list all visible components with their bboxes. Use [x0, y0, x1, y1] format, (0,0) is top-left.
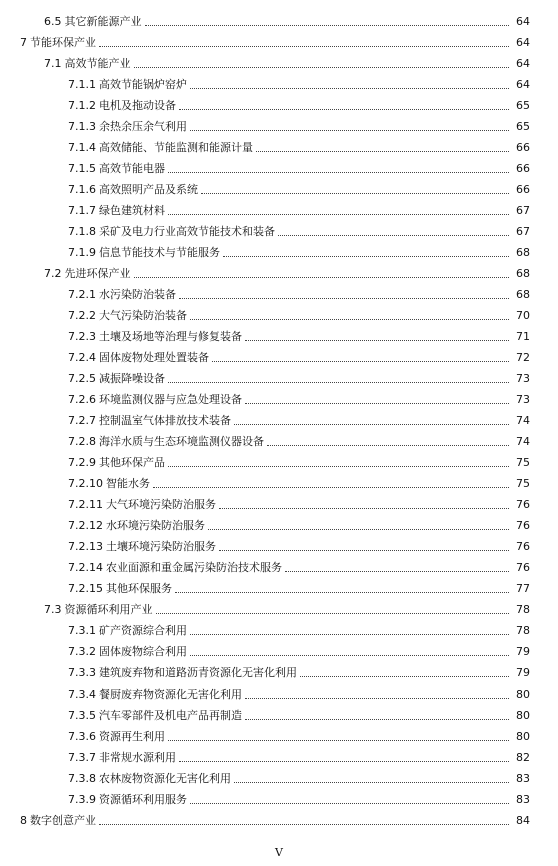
toc-entry-title: 大气环境污染防治服务: [106, 498, 216, 512]
toc-entry-page: 80: [516, 729, 530, 743]
toc-entry[interactable]: [0, 200, 558, 221]
toc-entry-number: 7.1: [44, 57, 62, 71]
toc-entry-number: 7: [20, 36, 27, 50]
toc-entry[interactable]: [0, 599, 558, 620]
toc-entry[interactable]: [0, 137, 558, 158]
toc-entry-page: 67: [516, 225, 530, 239]
toc-entry-title: 资源再生利用: [99, 729, 165, 743]
toc-entry[interactable]: [0, 242, 558, 263]
toc-entry-number: 7.3.5: [68, 708, 96, 722]
toc-entry-number: 7.1.4: [68, 141, 96, 155]
toc-entry-number: 7.3.1: [68, 624, 96, 638]
toc-entry-title: 高效照明产品及系统: [99, 183, 198, 197]
toc-entry[interactable]: [0, 768, 558, 789]
dot-leader: [190, 130, 509, 131]
toc-entry[interactable]: [0, 494, 558, 515]
toc-entry-number: 7.1.8: [68, 225, 96, 239]
toc-entry-page: 76: [516, 519, 530, 533]
toc-entry-title: 农林废物资源化无害化利用: [99, 771, 231, 785]
toc-entry[interactable]: [0, 158, 558, 179]
toc-entry-page: 72: [516, 351, 530, 365]
dot-leader: [179, 109, 509, 110]
toc-entry-page: 79: [516, 666, 530, 680]
toc-entry-title: 餐厨废弃物资源化无害化利用: [99, 687, 242, 701]
toc-entry-title: 先进环保产业: [64, 267, 131, 281]
toc-entry-number: 7.1.6: [68, 183, 96, 197]
dot-leader: [175, 592, 509, 593]
dot-leader: [168, 466, 509, 467]
toc-entry[interactable]: [0, 473, 558, 494]
toc-entry[interactable]: [0, 810, 558, 831]
toc-entry-title: 智能水务: [106, 477, 150, 491]
toc-entry-title: 信息节能技术与节能服务: [99, 246, 220, 260]
toc-entry[interactable]: [0, 747, 558, 768]
dot-leader: [300, 676, 509, 677]
toc-entry[interactable]: [0, 32, 558, 53]
dot-leader: [190, 803, 509, 804]
toc-entry-title: 资源循环利用产业: [64, 603, 153, 617]
dot-leader: [223, 256, 509, 257]
toc-entry-page: 64: [516, 78, 530, 92]
toc-entry-title: 其它新能源产业: [64, 15, 142, 28]
toc-entry-number: 7.2.9: [68, 456, 96, 470]
toc-entry-title: 环境监测仪器与应急处理设备: [99, 393, 242, 407]
dot-leader: [99, 46, 509, 47]
toc-entry-number: 7.2.5: [68, 372, 96, 386]
toc-entry-number: 7.2.12: [68, 519, 103, 533]
toc-entry-title: 减振降噪设备: [99, 372, 165, 386]
toc-entry-number: 7.1.3: [68, 120, 96, 134]
page-number: V: [275, 846, 283, 859]
toc-entry-page: 68: [516, 267, 530, 281]
toc-entry-page: 78: [516, 603, 530, 617]
toc-entry-page: 84: [516, 813, 530, 827]
toc-entry-number: 7.2.13: [68, 540, 103, 554]
dot-leader: [179, 761, 509, 762]
toc-entry[interactable]: [0, 620, 558, 641]
toc-entry-number: 7.2.11: [68, 498, 103, 512]
toc-entry-title: 数字创意产业: [30, 813, 96, 827]
toc-entry-title: 高效节能产业: [64, 57, 131, 71]
toc-entry[interactable]: [0, 116, 558, 137]
dot-leader: [153, 487, 509, 488]
dot-leader: [168, 172, 509, 173]
toc-entry-title: 非常规水源利用: [99, 750, 176, 764]
toc-entry[interactable]: [0, 74, 558, 95]
toc-entry[interactable]: [0, 641, 558, 662]
toc-entry-title: 高效节能锅炉窑炉: [99, 78, 187, 92]
toc-entry-title: 控制温室气体排放技术装备: [99, 414, 231, 428]
toc-entry[interactable]: [0, 578, 558, 599]
toc-entry-page: 73: [516, 393, 530, 407]
dot-leader: [190, 634, 509, 635]
toc-entry[interactable]: [0, 452, 558, 473]
toc-entry[interactable]: [0, 536, 558, 557]
toc-entry-title: 水污染防治装备: [99, 288, 176, 302]
dot-leader: [190, 319, 509, 320]
toc-entry[interactable]: [0, 410, 558, 431]
toc-entry-title: 矿产资源综合利用: [99, 624, 187, 638]
dot-leader: [278, 235, 509, 236]
toc-entry-page: 65: [516, 120, 530, 134]
toc-entry-number: 7.2.6: [68, 393, 96, 407]
toc-entry-title: 水环境污染防治服务: [106, 519, 205, 533]
dot-leader: [245, 403, 509, 404]
dot-leader: [168, 382, 509, 383]
dot-leader: [219, 550, 509, 551]
toc-entry-number: 7.1.7: [68, 204, 96, 218]
toc-entry[interactable]: [0, 389, 558, 410]
dot-leader: [267, 445, 509, 446]
toc-entry-number: 7.2.8: [68, 435, 96, 449]
toc-entry-title: 海洋水质与生态环境监测仪器设备: [99, 435, 264, 449]
toc-entry-title: 绿色建筑材料: [99, 204, 165, 218]
toc-entry-page: 64: [516, 57, 530, 71]
toc-entry-title: 固体废物处理处置装备: [99, 351, 209, 365]
dot-leader: [208, 529, 509, 530]
toc-entry-page: 70: [516, 309, 530, 323]
toc-entry-title: 大气污染防治装备: [99, 309, 187, 323]
toc-entry-number: 7.2.14: [68, 561, 103, 575]
toc-entry-number: 7.2.3: [68, 330, 96, 344]
toc-entry-page: 82: [516, 750, 530, 764]
toc-entry-page: 65: [516, 99, 530, 113]
toc-entry-number: 7.3.2: [68, 645, 96, 659]
toc-entry[interactable]: [0, 179, 558, 200]
toc-entry-page: 79: [516, 645, 530, 659]
toc-entry-page: 66: [516, 141, 530, 155]
dot-leader: [168, 740, 509, 741]
dot-leader: [168, 214, 509, 215]
dot-leader: [134, 277, 510, 278]
toc-entry-page: 74: [516, 414, 530, 428]
toc-entry-page: 73: [516, 372, 530, 386]
toc-entry-page: 76: [516, 498, 530, 512]
toc-entry-number: 7.3.6: [68, 729, 96, 743]
toc-entry-number: 7.3.3: [68, 666, 96, 680]
toc-entry-page: 68: [516, 246, 530, 260]
toc-entry-page: 64: [516, 15, 530, 28]
dot-leader: [99, 824, 509, 825]
toc-entry-page: 77: [516, 582, 530, 596]
toc-entry-title: 节能环保产业: [30, 36, 96, 50]
dot-leader: [256, 151, 509, 152]
toc-entry[interactable]: [0, 705, 558, 726]
toc-entry[interactable]: [0, 326, 558, 347]
dot-leader: [285, 571, 509, 572]
toc-entry-page: 83: [516, 792, 530, 806]
toc-entry-title: 余热余压余气利用: [99, 120, 187, 134]
toc-entry[interactable]: [0, 368, 558, 389]
dot-leader: [245, 698, 509, 699]
toc-entry[interactable]: [0, 789, 558, 810]
toc-entry-title: 其他环保服务: [106, 582, 172, 596]
toc-entry[interactable]: [0, 662, 558, 683]
toc-entry[interactable]: [0, 726, 558, 747]
toc-entry-page: 71: [516, 330, 530, 344]
toc-entry[interactable]: [0, 515, 558, 536]
toc-entry-page: 66: [516, 162, 530, 176]
toc-entry[interactable]: [0, 284, 558, 305]
dot-leader: [190, 88, 509, 89]
toc-entry[interactable]: [0, 11, 558, 32]
dot-leader: [219, 508, 509, 509]
table-of-contents: [0, 11, 558, 831]
toc-entry-number: 7.3.7: [68, 750, 96, 764]
toc-entry-number: 7.2: [44, 267, 62, 281]
toc-entry-number: 7.2.7: [68, 414, 96, 428]
toc-entry-title: 汽车零部件及机电产品再制造: [99, 708, 242, 722]
toc-entry[interactable]: [0, 557, 558, 578]
toc-entry-title: 采矿及电力行业高效节能技术和装备: [99, 225, 275, 239]
toc-entry-title: 建筑废弃物和道路沥青资源化无害化利用: [99, 666, 297, 680]
toc-entry-number: 7.1.1: [68, 78, 96, 92]
toc-entry-number: 7.2.10: [68, 477, 103, 491]
dot-leader: [156, 613, 510, 614]
toc-entry-number: 7.1.9: [68, 246, 96, 260]
dot-leader: [245, 340, 509, 341]
toc-entry-number: 7.2.15: [68, 582, 103, 596]
toc-entry-page: 80: [516, 708, 530, 722]
toc-entry[interactable]: [0, 221, 558, 242]
toc-entry-title: 土壤及场地等治理与修复装备: [99, 330, 242, 344]
toc-entry-number: 7.3.8: [68, 771, 96, 785]
toc-entry-number: 7.2.1: [68, 288, 96, 302]
toc-entry-page: 66: [516, 183, 530, 197]
toc-entry-page: 68: [516, 288, 530, 302]
toc-entry[interactable]: [0, 95, 558, 116]
toc-entry[interactable]: [0, 53, 558, 74]
dot-leader: [179, 298, 509, 299]
toc-entry-page: 64: [516, 36, 530, 50]
toc-entry-title: 其他环保产品: [99, 456, 165, 470]
toc-entry[interactable]: [0, 263, 558, 284]
toc-entry-page: 75: [516, 456, 530, 470]
toc-entry-number: 7.2.4: [68, 351, 96, 365]
toc-entry-number: 7.3.9: [68, 792, 96, 806]
toc-entry-page: 75: [516, 477, 530, 491]
dot-leader: [145, 25, 510, 26]
toc-entry-title: 土壤环境污染防治服务: [106, 540, 216, 554]
toc-entry[interactable]: [0, 431, 558, 452]
toc-entry-number: 7.2.2: [68, 309, 96, 323]
dot-leader: [245, 719, 509, 720]
toc-entry-title: 资源循环利用服务: [99, 792, 187, 806]
toc-entry-number: 8: [20, 813, 27, 827]
toc-entry-page: 67: [516, 204, 530, 218]
toc-entry-title: 高效储能、节能监测和能源计量: [99, 141, 253, 155]
toc-entry-page: 76: [516, 540, 530, 554]
toc-entry-title: 固体废物综合利用: [99, 645, 187, 659]
toc-entry-page: 74: [516, 435, 530, 449]
toc-entry[interactable]: [0, 347, 558, 368]
toc-entry-page: 78: [516, 624, 530, 638]
toc-entry-number: 6.5: [44, 15, 62, 28]
toc-entry-number: 7.1.2: [68, 99, 96, 113]
toc-entry-page: 83: [516, 771, 530, 785]
toc-entry-title: 高效节能电器: [99, 162, 165, 176]
toc-entry-number: 7.1.5: [68, 162, 96, 176]
dot-leader: [190, 655, 509, 656]
toc-entry-page: 76: [516, 561, 530, 575]
dot-leader: [212, 361, 509, 362]
toc-entry-page: 80: [516, 687, 530, 701]
dot-leader: [234, 782, 509, 783]
toc-entry-number: 7.3: [44, 603, 62, 617]
toc-entry[interactable]: [0, 305, 558, 326]
toc-entry-title: 电机及拖动设备: [99, 99, 176, 113]
toc-entry-title: 农业面源和重金属污染防治技术服务: [106, 561, 282, 575]
toc-entry-number: 7.3.4: [68, 687, 96, 701]
dot-leader: [134, 67, 510, 68]
toc-entry[interactable]: [0, 684, 558, 705]
dot-leader: [234, 424, 509, 425]
dot-leader: [201, 193, 509, 194]
